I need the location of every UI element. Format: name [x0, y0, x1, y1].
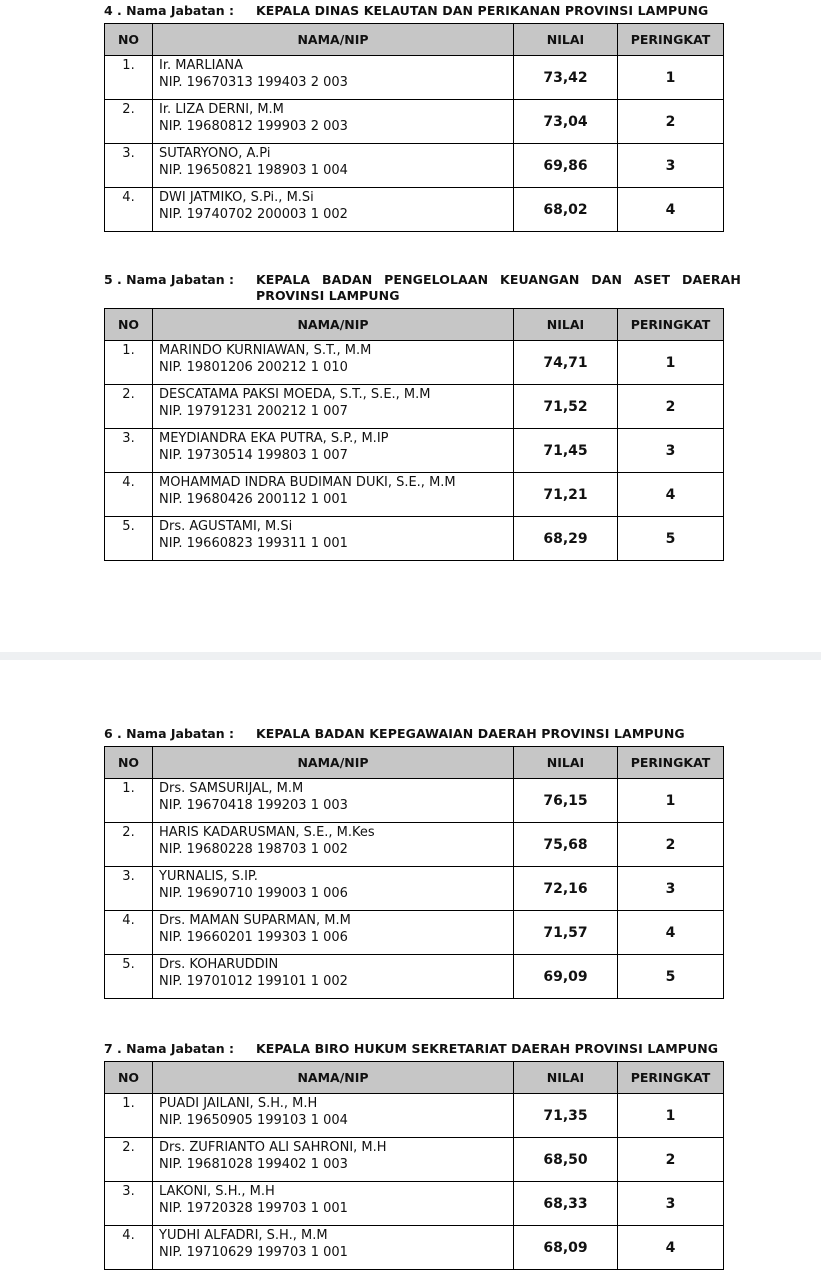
name-nip-cell [153, 1138, 514, 1182]
rank: 2 [618, 1138, 724, 1182]
rank: 1 [618, 1094, 724, 1138]
ranking-table [104, 23, 724, 232]
candidate-nip: NIP. 19681028 199402 1 003 [159, 1157, 348, 1172]
candidate-name: MARINDO KURNIAWAN, S.T., M.M [159, 343, 372, 358]
name-nip-cell [153, 473, 514, 517]
score: 76,15 [514, 779, 618, 823]
candidate-nip: NIP. 19801206 200212 1 010 [159, 360, 348, 375]
table-header-row [105, 24, 724, 56]
score: 69,09 [514, 955, 618, 999]
header-peringkat: PERINGKAT [618, 747, 724, 779]
score: 68,02 [514, 188, 618, 232]
header-nama-nip: NAMA/NIP [153, 24, 514, 56]
score: 73,04 [514, 100, 618, 144]
row-number: 2. [105, 100, 153, 144]
candidate-nip: NIP. 19660823 199311 1 001 [159, 536, 348, 551]
candidate-name: MEYDIANDRA EKA PUTRA, S.P., M.IP [159, 431, 389, 446]
header-nama-nip: NAMA/NIP [153, 1062, 514, 1094]
candidate-nip: NIP. 19690710 199003 1 006 [159, 886, 348, 901]
candidate-name: DESCATAMA PAKSI MOEDA, S.T., S.E., M.M [159, 387, 431, 402]
rank: 2 [618, 823, 724, 867]
table-row [105, 1138, 724, 1182]
candidate-nip: NIP. 19650905 199103 1 004 [159, 1113, 348, 1128]
candidate-nip: NIP. 19720328 199703 1 001 [159, 1201, 348, 1216]
section-heading [104, 3, 723, 19]
table-row [105, 911, 724, 955]
score: 68,33 [514, 1182, 618, 1226]
row-number: 1. [105, 1094, 153, 1138]
row-number: 3. [105, 867, 153, 911]
row-number: 1. [105, 779, 153, 823]
candidate-nip: NIP. 19650821 198903 1 004 [159, 163, 348, 178]
table-row [105, 1226, 724, 1270]
candidate-nip: NIP. 19670313 199403 2 003 [159, 75, 348, 90]
table-row [105, 144, 724, 188]
row-number: 3. [105, 144, 153, 188]
position-title: KEPALA BIRO HUKUM SEKRETARIAT DAERAH PROVINSI LAMPUNG [256, 1041, 719, 1056]
row-number: 1. [105, 341, 153, 385]
score: 71,21 [514, 473, 618, 517]
candidate-name: Drs. MAMAN SUPARMAN, M.M [159, 913, 351, 928]
candidate-name: Ir. LIZA DERNI, M.M [159, 102, 284, 117]
rank: 1 [618, 341, 724, 385]
position-label: 6 . Nama Jabatan : [104, 726, 234, 741]
candidate-nip: NIP. 19740702 200003 1 002 [159, 207, 348, 222]
name-nip-cell [153, 56, 514, 100]
table-header-row [105, 309, 724, 341]
row-number: 5. [105, 517, 153, 561]
score: 69,86 [514, 144, 618, 188]
score: 71,45 [514, 429, 618, 473]
header-no: NO [105, 24, 153, 56]
table-row [105, 473, 724, 517]
score: 71,57 [514, 911, 618, 955]
row-number: 4. [105, 473, 153, 517]
rank: 3 [618, 429, 724, 473]
table-row [105, 1182, 724, 1226]
section-5 [104, 272, 741, 561]
table-row [105, 188, 724, 232]
candidate-name: Drs. ZUFRIANTO ALI SAHRONI, M.H [159, 1140, 387, 1155]
table-row [105, 823, 724, 867]
rank: 5 [618, 955, 724, 999]
header-peringkat: PERINGKAT [618, 1062, 724, 1094]
candidate-name: Drs. KOHARUDDIN [159, 957, 279, 972]
table-row [105, 867, 724, 911]
candidate-nip: NIP. 19680228 198703 1 002 [159, 842, 348, 857]
header-nilai: NILAI [514, 24, 618, 56]
name-nip-cell [153, 144, 514, 188]
section-4 [104, 3, 723, 232]
candidate-name: YURNALIS, S.IP. [159, 869, 258, 884]
rank: 4 [618, 1226, 724, 1270]
section-7 [104, 1041, 723, 1270]
row-number: 3. [105, 429, 153, 473]
candidate-name: LAKONI, S.H., M.H [159, 1184, 275, 1199]
position-title: KEPALA BADAN PENGELOLAAN KEUANGAN DAN ASET DAERAH PROVINSI LAMPUNG [256, 272, 741, 303]
position-label: 4 . Nama Jabatan : [104, 3, 234, 18]
section-6 [104, 726, 723, 999]
header-peringkat: PERINGKAT [618, 309, 724, 341]
name-nip-cell [153, 1226, 514, 1270]
candidate-name: DWI JATMIKO, S.Pi., M.Si [159, 190, 314, 205]
name-nip-cell [153, 385, 514, 429]
score: 75,68 [514, 823, 618, 867]
name-nip-cell [153, 1182, 514, 1226]
row-number: 2. [105, 823, 153, 867]
table-row [105, 779, 724, 823]
candidate-name: Ir. MARLIANA [159, 58, 243, 73]
table-row [105, 100, 724, 144]
rank: 1 [618, 56, 724, 100]
table-row [105, 517, 724, 561]
table-row [105, 429, 724, 473]
position-title: KEPALA DINAS KELAUTAN DAN PERIKANAN PROVINSI LAMPUNG [256, 3, 709, 18]
candidate-name: YUDHI ALFADRI, S.H., M.M [159, 1228, 328, 1243]
position-title: KEPALA BADAN KEPEGAWAIAN DAERAH PROVINSI LAMPUNG [256, 726, 685, 741]
row-number: 4. [105, 1226, 153, 1270]
candidate-name: Drs. AGUSTAMI, M.Si [159, 519, 293, 534]
score: 68,29 [514, 517, 618, 561]
score: 72,16 [514, 867, 618, 911]
ranking-table [104, 1061, 724, 1270]
name-nip-cell [153, 779, 514, 823]
candidate-nip: NIP. 19710629 199703 1 001 [159, 1245, 348, 1260]
row-number: 1. [105, 56, 153, 100]
ranking-table [104, 308, 724, 561]
candidate-nip: NIP. 19680812 199903 2 003 [159, 119, 348, 134]
table-header-row [105, 1062, 724, 1094]
score: 71,35 [514, 1094, 618, 1138]
name-nip-cell [153, 867, 514, 911]
name-nip-cell [153, 823, 514, 867]
section-heading [104, 1041, 723, 1057]
score: 73,42 [514, 56, 618, 100]
header-nilai: NILAI [514, 1062, 618, 1094]
score: 74,71 [514, 341, 618, 385]
position-label: 7 . Nama Jabatan : [104, 1041, 234, 1056]
candidate-nip: NIP. 19701012 199101 1 002 [159, 974, 348, 989]
header-nama-nip: NAMA/NIP [153, 309, 514, 341]
score: 68,09 [514, 1226, 618, 1270]
section-heading [104, 272, 741, 304]
rank: 4 [618, 188, 724, 232]
name-nip-cell [153, 911, 514, 955]
name-nip-cell [153, 341, 514, 385]
row-number: 5. [105, 955, 153, 999]
row-number: 2. [105, 1138, 153, 1182]
table-row [105, 341, 724, 385]
row-number: 3. [105, 1182, 153, 1226]
candidate-name: SUTARYONO, A.Pi [159, 146, 271, 161]
position-label: 5 . Nama Jabatan : [104, 272, 234, 287]
header-no: NO [105, 747, 153, 779]
rank: 4 [618, 911, 724, 955]
name-nip-cell [153, 517, 514, 561]
rank: 3 [618, 1182, 724, 1226]
name-nip-cell [153, 955, 514, 999]
page-separator [0, 652, 821, 660]
table-row [105, 56, 724, 100]
table-row [105, 385, 724, 429]
header-nilai: NILAI [514, 309, 618, 341]
row-number: 4. [105, 188, 153, 232]
rank: 1 [618, 779, 724, 823]
score: 71,52 [514, 385, 618, 429]
header-no: NO [105, 309, 153, 341]
rank: 4 [618, 473, 724, 517]
header-no: NO [105, 1062, 153, 1094]
candidate-name: MOHAMMAD INDRA BUDIMAN DUKI, S.E., M.M [159, 475, 456, 490]
candidate-name: Drs. SAMSURIJAL, M.M [159, 781, 304, 796]
candidate-name: HARIS KADARUSMAN, S.E., M.Kes [159, 825, 375, 840]
name-nip-cell [153, 429, 514, 473]
name-nip-cell [153, 100, 514, 144]
candidate-nip: NIP. 19660201 199303 1 006 [159, 930, 348, 945]
table-header-row [105, 747, 724, 779]
name-nip-cell [153, 188, 514, 232]
score: 68,50 [514, 1138, 618, 1182]
candidate-name: PUADI JAILANI, S.H., M.H [159, 1096, 318, 1111]
row-number: 4. [105, 911, 153, 955]
candidate-nip: NIP. 19670418 199203 1 003 [159, 798, 348, 813]
header-nama-nip: NAMA/NIP [153, 747, 514, 779]
candidate-nip: NIP. 19680426 200112 1 001 [159, 492, 348, 507]
candidate-nip: NIP. 19791231 200212 1 007 [159, 404, 348, 419]
rank: 3 [618, 144, 724, 188]
table-row [105, 1094, 724, 1138]
rank: 5 [618, 517, 724, 561]
header-peringkat: PERINGKAT [618, 24, 724, 56]
rank: 2 [618, 385, 724, 429]
table-row [105, 955, 724, 999]
row-number: 2. [105, 385, 153, 429]
ranking-table [104, 746, 724, 999]
name-nip-cell [153, 1094, 514, 1138]
rank: 3 [618, 867, 724, 911]
candidate-nip: NIP. 19730514 199803 1 007 [159, 448, 348, 463]
section-heading [104, 726, 723, 742]
rank: 2 [618, 100, 724, 144]
header-nilai: NILAI [514, 747, 618, 779]
